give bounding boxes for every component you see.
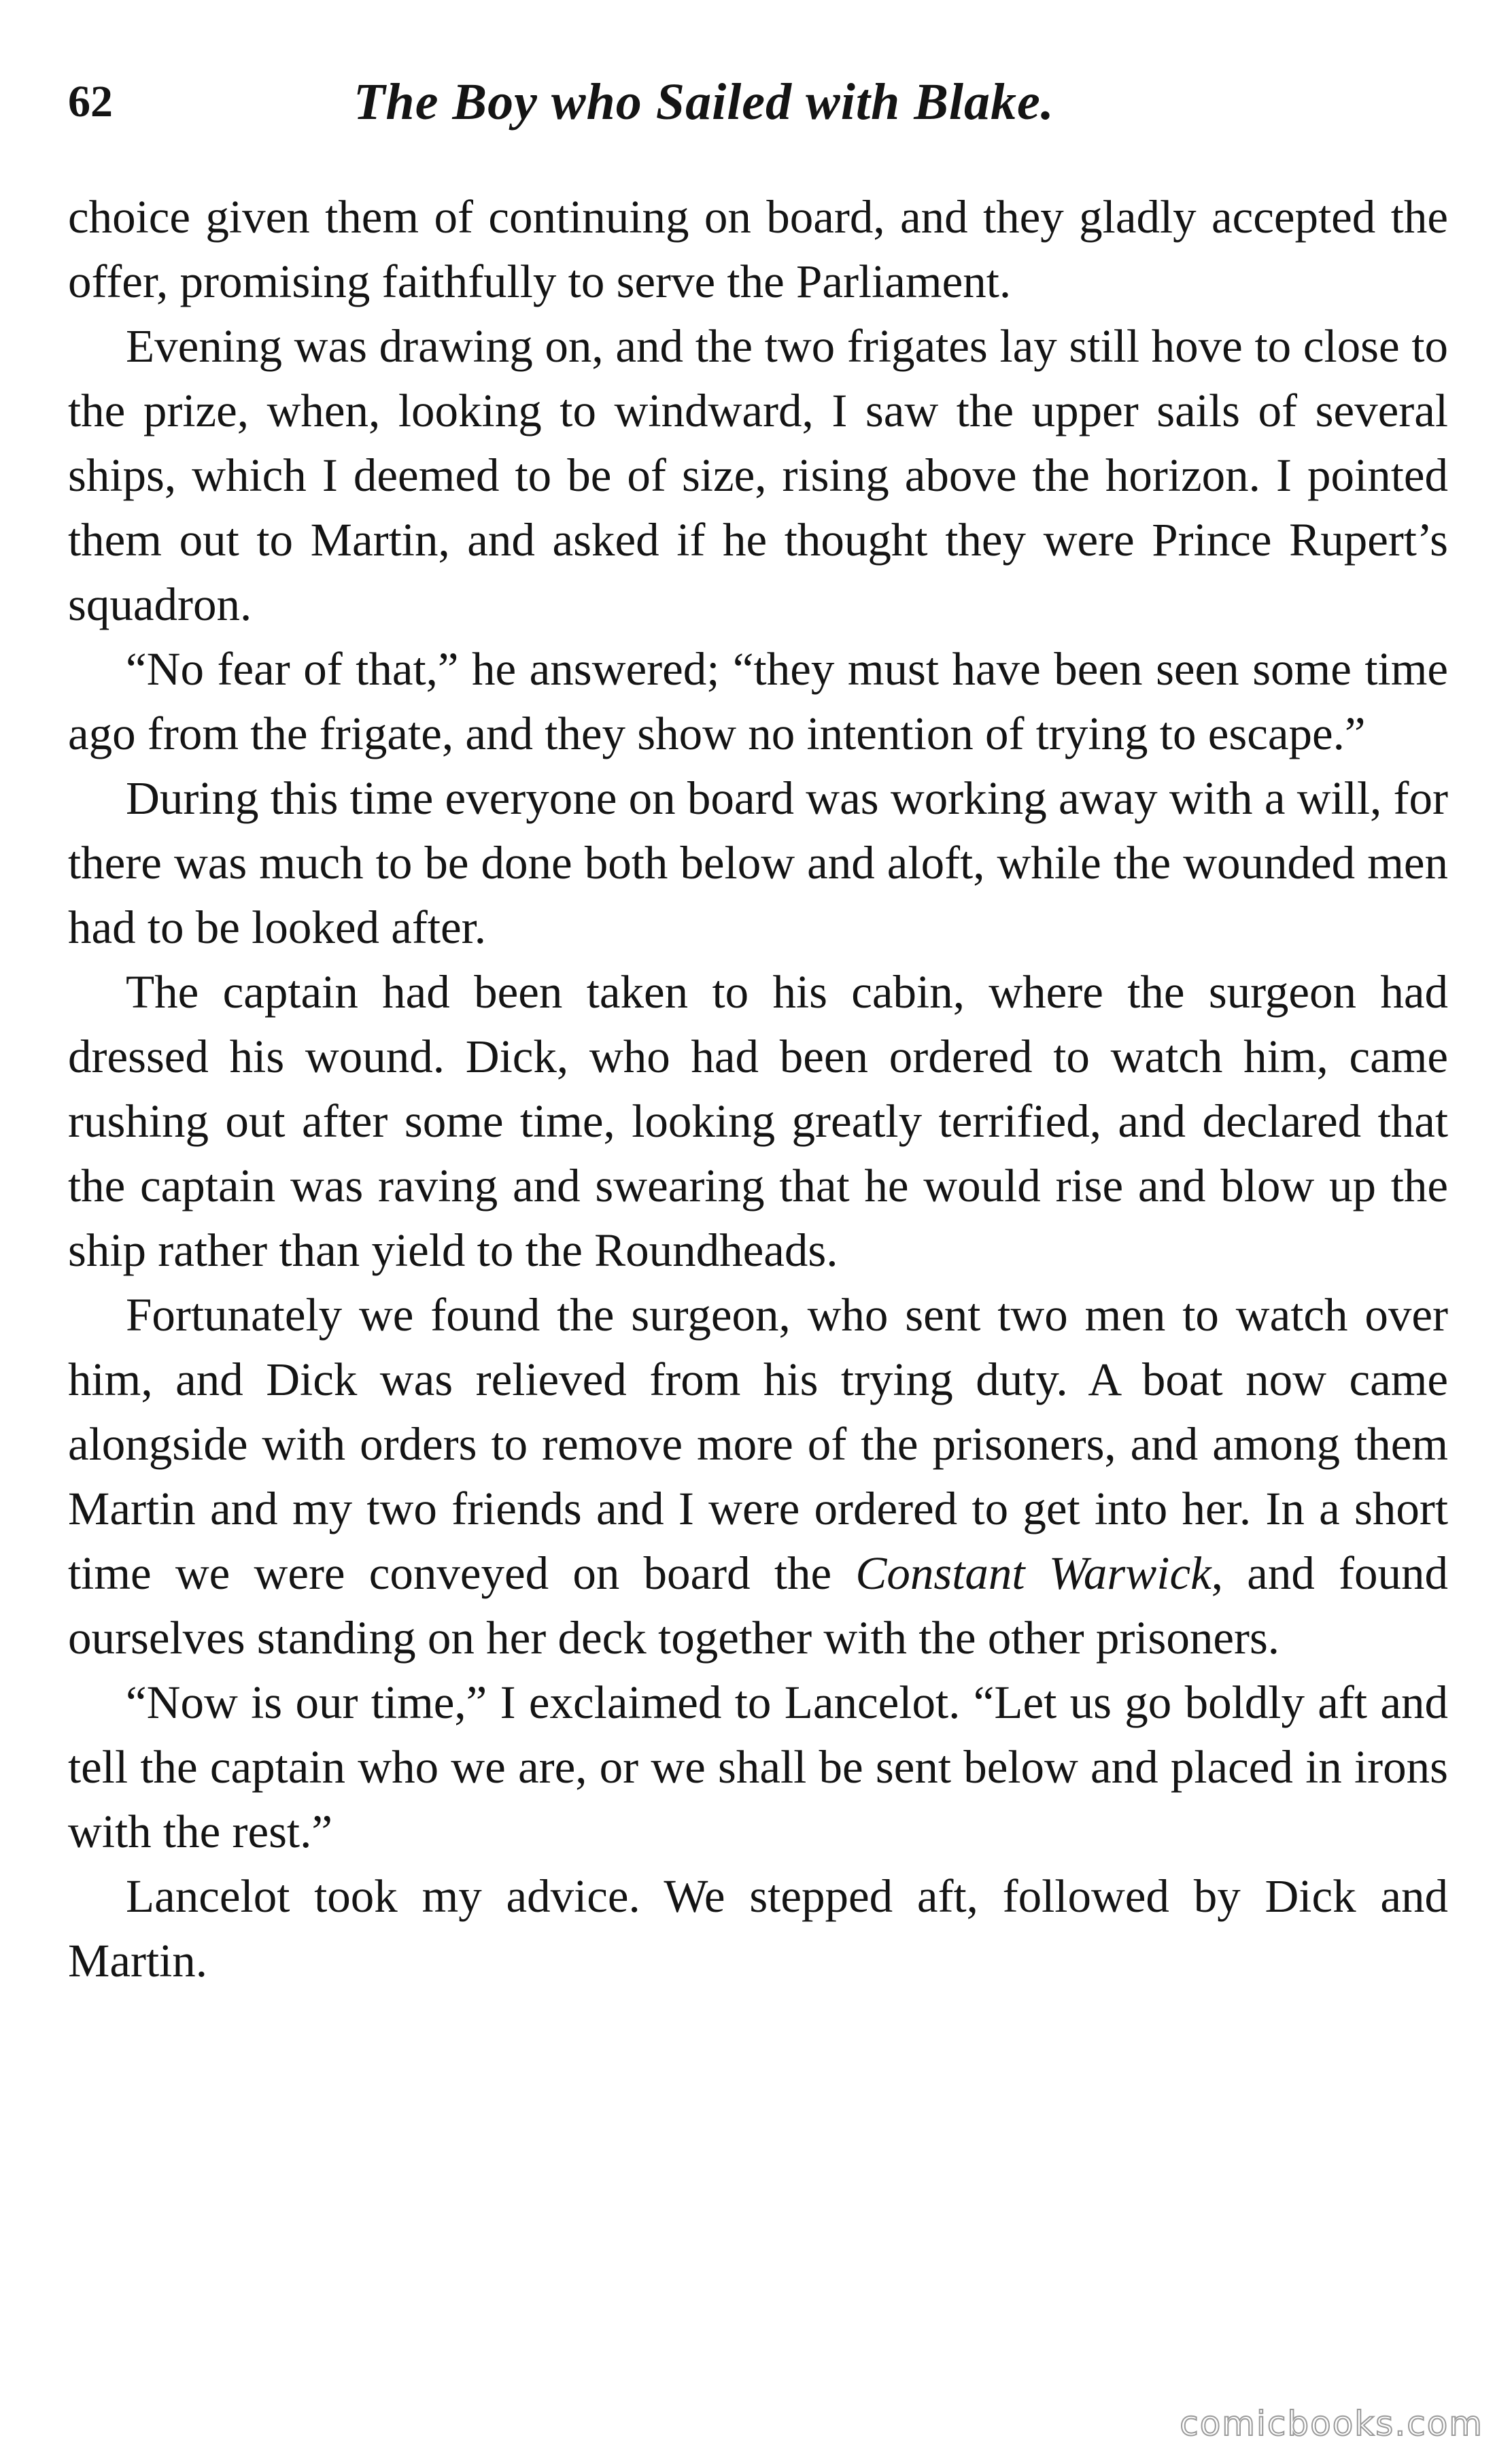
page-header [68, 65, 1448, 139]
paragraph-text: , and found ourselves standing on her deck together with the other prisoners. [68, 1547, 1448, 1664]
paragraph: Lancelot took my advice. We stepped aft, followed by Dick and Martin. [68, 1870, 1448, 1987]
running-title: The Boy who Sailed with Blake. [354, 73, 1054, 131]
paragraph: choice given them of continuing on board, and they gladly accepted the offer, promising faithfully to serve the Parliament. [68, 191, 1448, 307]
body-text [68, 185, 1448, 1993]
paragraph: “Now is our time,” I exclaimed to Lancelot. “Let us go boldly aft and tell the captain who we are, or we shall be sent below and placed in irons with the rest.” [68, 1677, 1448, 1857]
paragraph: “No fear of that,” he answered; “they must have been seen some time ago from the frigate, and they show no intention of trying to escape.” [68, 643, 1448, 759]
ship-name: Constant Warwick [855, 1547, 1212, 1599]
paragraph-text: Fortunately we found the surgeon, who sent two men to watch over him, and Dick was relieved from his trying duty. A boat now came alongside with orders to remove more of the prisoners, and among them Martin and my two friends and I were ordered to get into her. In a short time we were conveyed on board the [68, 1289, 1448, 1599]
paragraph: The captain had been taken to his cabin, where the surgeon had dressed his wound. Dick, who had been ordered to watch him, came rushing out after some time, looking greatly terrified, and declared that the captain was raving and swearing that he would rise and blow up the ship rather than yield to the Roundheads. [68, 966, 1448, 1276]
watermark: comicbooks.com [1180, 2404, 1483, 2443]
paragraph [68, 1283, 1448, 1670]
paragraph: Evening was drawing on, and the two frigates lay still hove to close to the prize, when, looking to windward, I saw the upper sails of several ships, which I deemed to be of size, rising above the horizon. I pointed them out to Martin, and asked if he thought they were Prince Rupert’s squadron. [68, 320, 1448, 630]
page-number: 62 [68, 77, 113, 126]
paragraph: During this time everyone on board was working away with a will, for there was much to be done both below and aloft, while the wounded men had to be looked after. [68, 772, 1448, 953]
